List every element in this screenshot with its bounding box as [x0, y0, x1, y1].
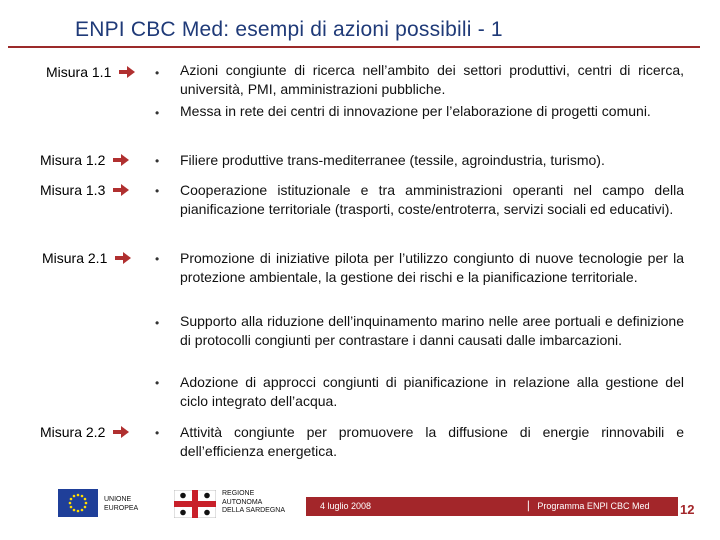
eu-label-line: UNIONE	[104, 496, 132, 503]
list-item: Attività congiunte per promuovere la diffusione di energie rinnovabili e dell’efficienza energetica.	[180, 424, 684, 459]
bullet-dot: •	[155, 66, 160, 80]
bullet-dot: •	[155, 316, 160, 330]
page-number: 12	[680, 502, 695, 517]
misura-label-text: Misura 2.2	[40, 424, 106, 440]
right-arrow-icon	[112, 153, 130, 167]
right-arrow-icon	[112, 425, 130, 439]
programme-label: Programma ENPI CBC Med	[537, 501, 650, 511]
misura-1-2-label	[40, 152, 130, 168]
title-underline	[8, 46, 700, 48]
misura-label-text: Misura 1.3	[40, 182, 106, 198]
bullet-dot: •	[155, 376, 160, 390]
misura-1-1-label	[46, 64, 136, 80]
list-item: Filiere produttive trans-mediterranee (tessile, agroindustria, turismo).	[180, 152, 605, 168]
bullet-dot: •	[155, 426, 160, 440]
region-label	[222, 490, 285, 516]
separator-icon: ▏	[528, 501, 538, 511]
eu-flag-icon	[58, 489, 98, 517]
page-title: ENPI CBC Med: esempi di azioni possibili - 1	[75, 18, 503, 41]
bullet-dot: •	[155, 106, 160, 120]
region-label-line: DELLA SARDEGNA	[222, 507, 286, 514]
right-arrow-icon	[118, 65, 136, 79]
region-label-line: REGIONE	[222, 490, 255, 497]
right-arrow-icon	[112, 183, 130, 197]
right-arrow-icon	[114, 251, 132, 265]
bullet-dot: •	[155, 154, 160, 168]
eu-label	[104, 495, 138, 513]
list-item: Supporto alla riduzione dell’inquinamento marino nelle aree portuali e definizione di protocolli congiunti per contrastare i danni causati dalle imbarcazioni.	[180, 313, 684, 348]
misura-label-text: Misura 2.1	[42, 250, 108, 266]
misura-1-3-label	[40, 182, 130, 198]
bullet-dot: •	[155, 252, 160, 266]
bullet-dot: •	[155, 184, 160, 198]
list-item: Messa in rete dei centri di innovazione per l’elaborazione di progetti comuni.	[180, 103, 651, 119]
misura-label-text: Misura 1.1	[46, 64, 112, 80]
list-item: Adozione di approcci congiunti di pianificazione in relazione alla gestione del ciclo integrato dell’acqua.	[180, 374, 684, 409]
region-label-line: AUTONOMA	[222, 498, 263, 506]
sardinia-flag-icon	[174, 490, 216, 518]
footer-date: 4 luglio 2008	[320, 501, 372, 511]
list-item: Promozione di iniziative pilota per l’utilizzo congiunto di nuove tecnologie per la protezione ambientale, la gestione dei rischi e la pianificazione territoriale.	[180, 250, 684, 285]
misura-2-1-label	[42, 250, 132, 266]
list-item: Azioni congiunte di ricerca nell’ambito dei settori produttivi, centri di ricerca, università, PMI, amministrazioni pubbliche.	[180, 62, 684, 97]
list-item: Cooperazione istituzionale e tra amministrazioni operanti nel campo della pianificazione territoriale (trasporti, coste/entroterra, servizi sociali ed educativi).	[180, 182, 684, 217]
misura-label-text: Misura 1.2	[40, 152, 106, 168]
eu-label-line: EUROPEA	[104, 505, 139, 512]
footer-programme	[528, 501, 649, 512]
misura-2-2-label	[40, 424, 130, 440]
